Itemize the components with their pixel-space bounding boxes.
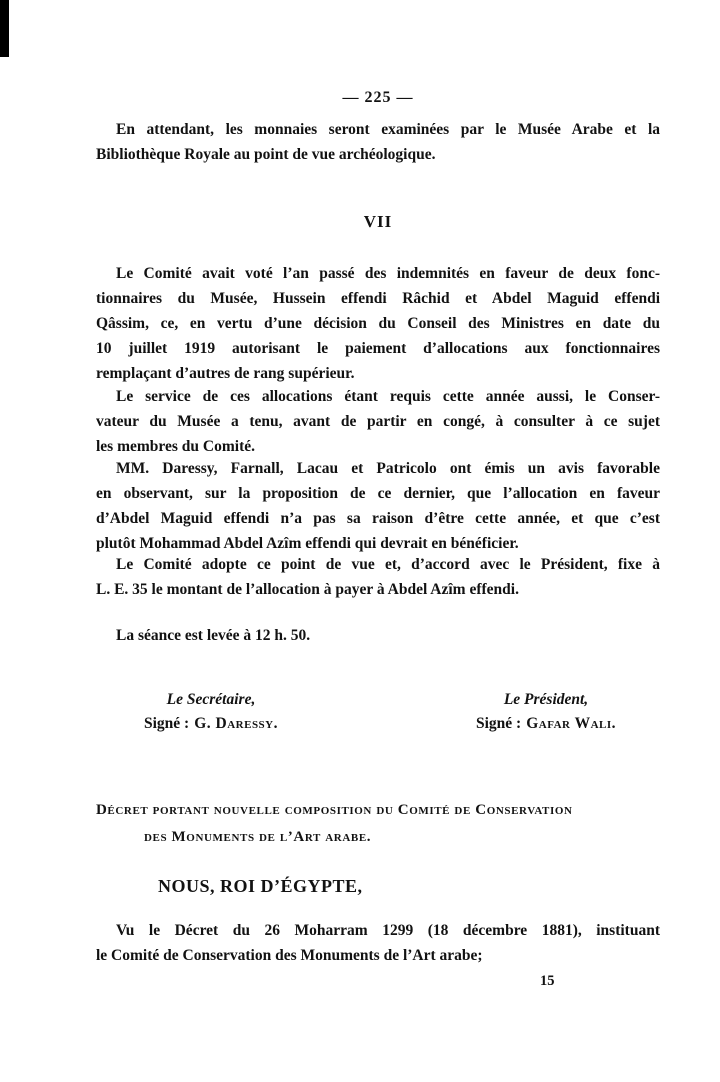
paragraph-avis — [96, 456, 660, 556]
text-line: MM. Daressy, Farnall, Lacau et Patricolo ont émis un avis favorable — [116, 460, 660, 477]
royal-intro-text: NOUS, ROI D’ÉGYPTE, — [158, 876, 363, 896]
page-header — [96, 85, 660, 110]
text-line: remplaçant d’autres de rang supérieur. — [96, 365, 355, 382]
text-line: En attendant, les monnaies seront examinées par le Musée Arabe et la — [116, 121, 660, 138]
signature-name: Gafar Wali. — [526, 715, 617, 732]
text-line: le Comité de Conservation des Monuments de l’Art arabe; — [96, 947, 483, 964]
scan-artifact-bar — [0, 0, 9, 57]
paragraph-decision — [96, 552, 660, 602]
signature-president — [426, 688, 666, 736]
signature-row — [96, 688, 660, 748]
text-line: Vu le Décret du 26 Moharram 1299 (18 décembre 1881), instituant — [116, 922, 660, 939]
text-line: L. E. 35 le montant de l’allocation à payer à Abdel Azîm effendi. — [96, 581, 519, 598]
text-line: Bibliothèque Royale au point de vue archéologique. — [96, 146, 436, 163]
text-line: d’Abdel Maguid effendi n’a pas sa raison d’être cette année, et que c’est — [96, 510, 660, 527]
paragraph-vu — [96, 918, 660, 968]
text-line: 10 juillet 1919 autorisant le paiement d’allocations aux fonctionnaires — [96, 340, 660, 357]
signature-line — [96, 712, 326, 736]
text-line: Le Comité avait voté l’an passé des indemnités en faveur de deux fonc- — [116, 265, 660, 282]
signature-role: Le Président, — [503, 691, 589, 708]
paragraph-intro — [96, 117, 660, 167]
text-line: plutôt Mohammad Abdel Azîm effendi qui devrait en bénéficier. — [96, 535, 519, 552]
section-heading — [96, 209, 660, 234]
decret-heading-line: des Monuments de l’Art arabe. — [144, 829, 372, 845]
text-line: vateur du Musée a tenu, avant de partir en congé, à consulter à ce sujet — [96, 413, 660, 430]
signature-line — [426, 712, 666, 736]
seance-closing — [96, 623, 660, 648]
signed-label: Signé : — [144, 715, 190, 732]
paragraph-service — [96, 384, 660, 459]
text-line: Le Comité adopte ce point de vue et, d’accord avec le Président, fixe à — [116, 556, 660, 573]
section-number: VII — [363, 212, 393, 231]
signed-label: Signé : — [475, 715, 522, 732]
page-number: — 225 — — [342, 89, 414, 106]
decret-heading — [96, 797, 660, 851]
royal-intro — [96, 874, 660, 899]
decret-heading-line: Décret portant nouvelle composition du Comité de Conservation — [96, 802, 573, 818]
text-line: Le service de ces allocations étant requis cette année aussi, le Conser- — [116, 388, 660, 405]
text-line: Qâssim, ce, en vertu d’une décision du Conseil des Ministres en date du — [96, 315, 660, 332]
text-line: les membres du Comité. — [96, 438, 255, 455]
signature-name: G. Daressy. — [194, 715, 278, 732]
sheet-signature-mark: 15 — [540, 973, 555, 989]
text-line: tionnaires du Musée, Hussein effendi Râchid et Abdel Maguid effendi — [96, 290, 660, 307]
signature-role: Le Secrétaire, — [166, 691, 256, 708]
paragraph-allocations — [96, 261, 660, 386]
text-line: en observant, sur la proposition de ce dernier, que l’allocation en faveur — [96, 485, 660, 502]
signature-secretary — [96, 688, 326, 736]
seance-line: La séance est levée à 12 h. 50. — [116, 627, 311, 644]
